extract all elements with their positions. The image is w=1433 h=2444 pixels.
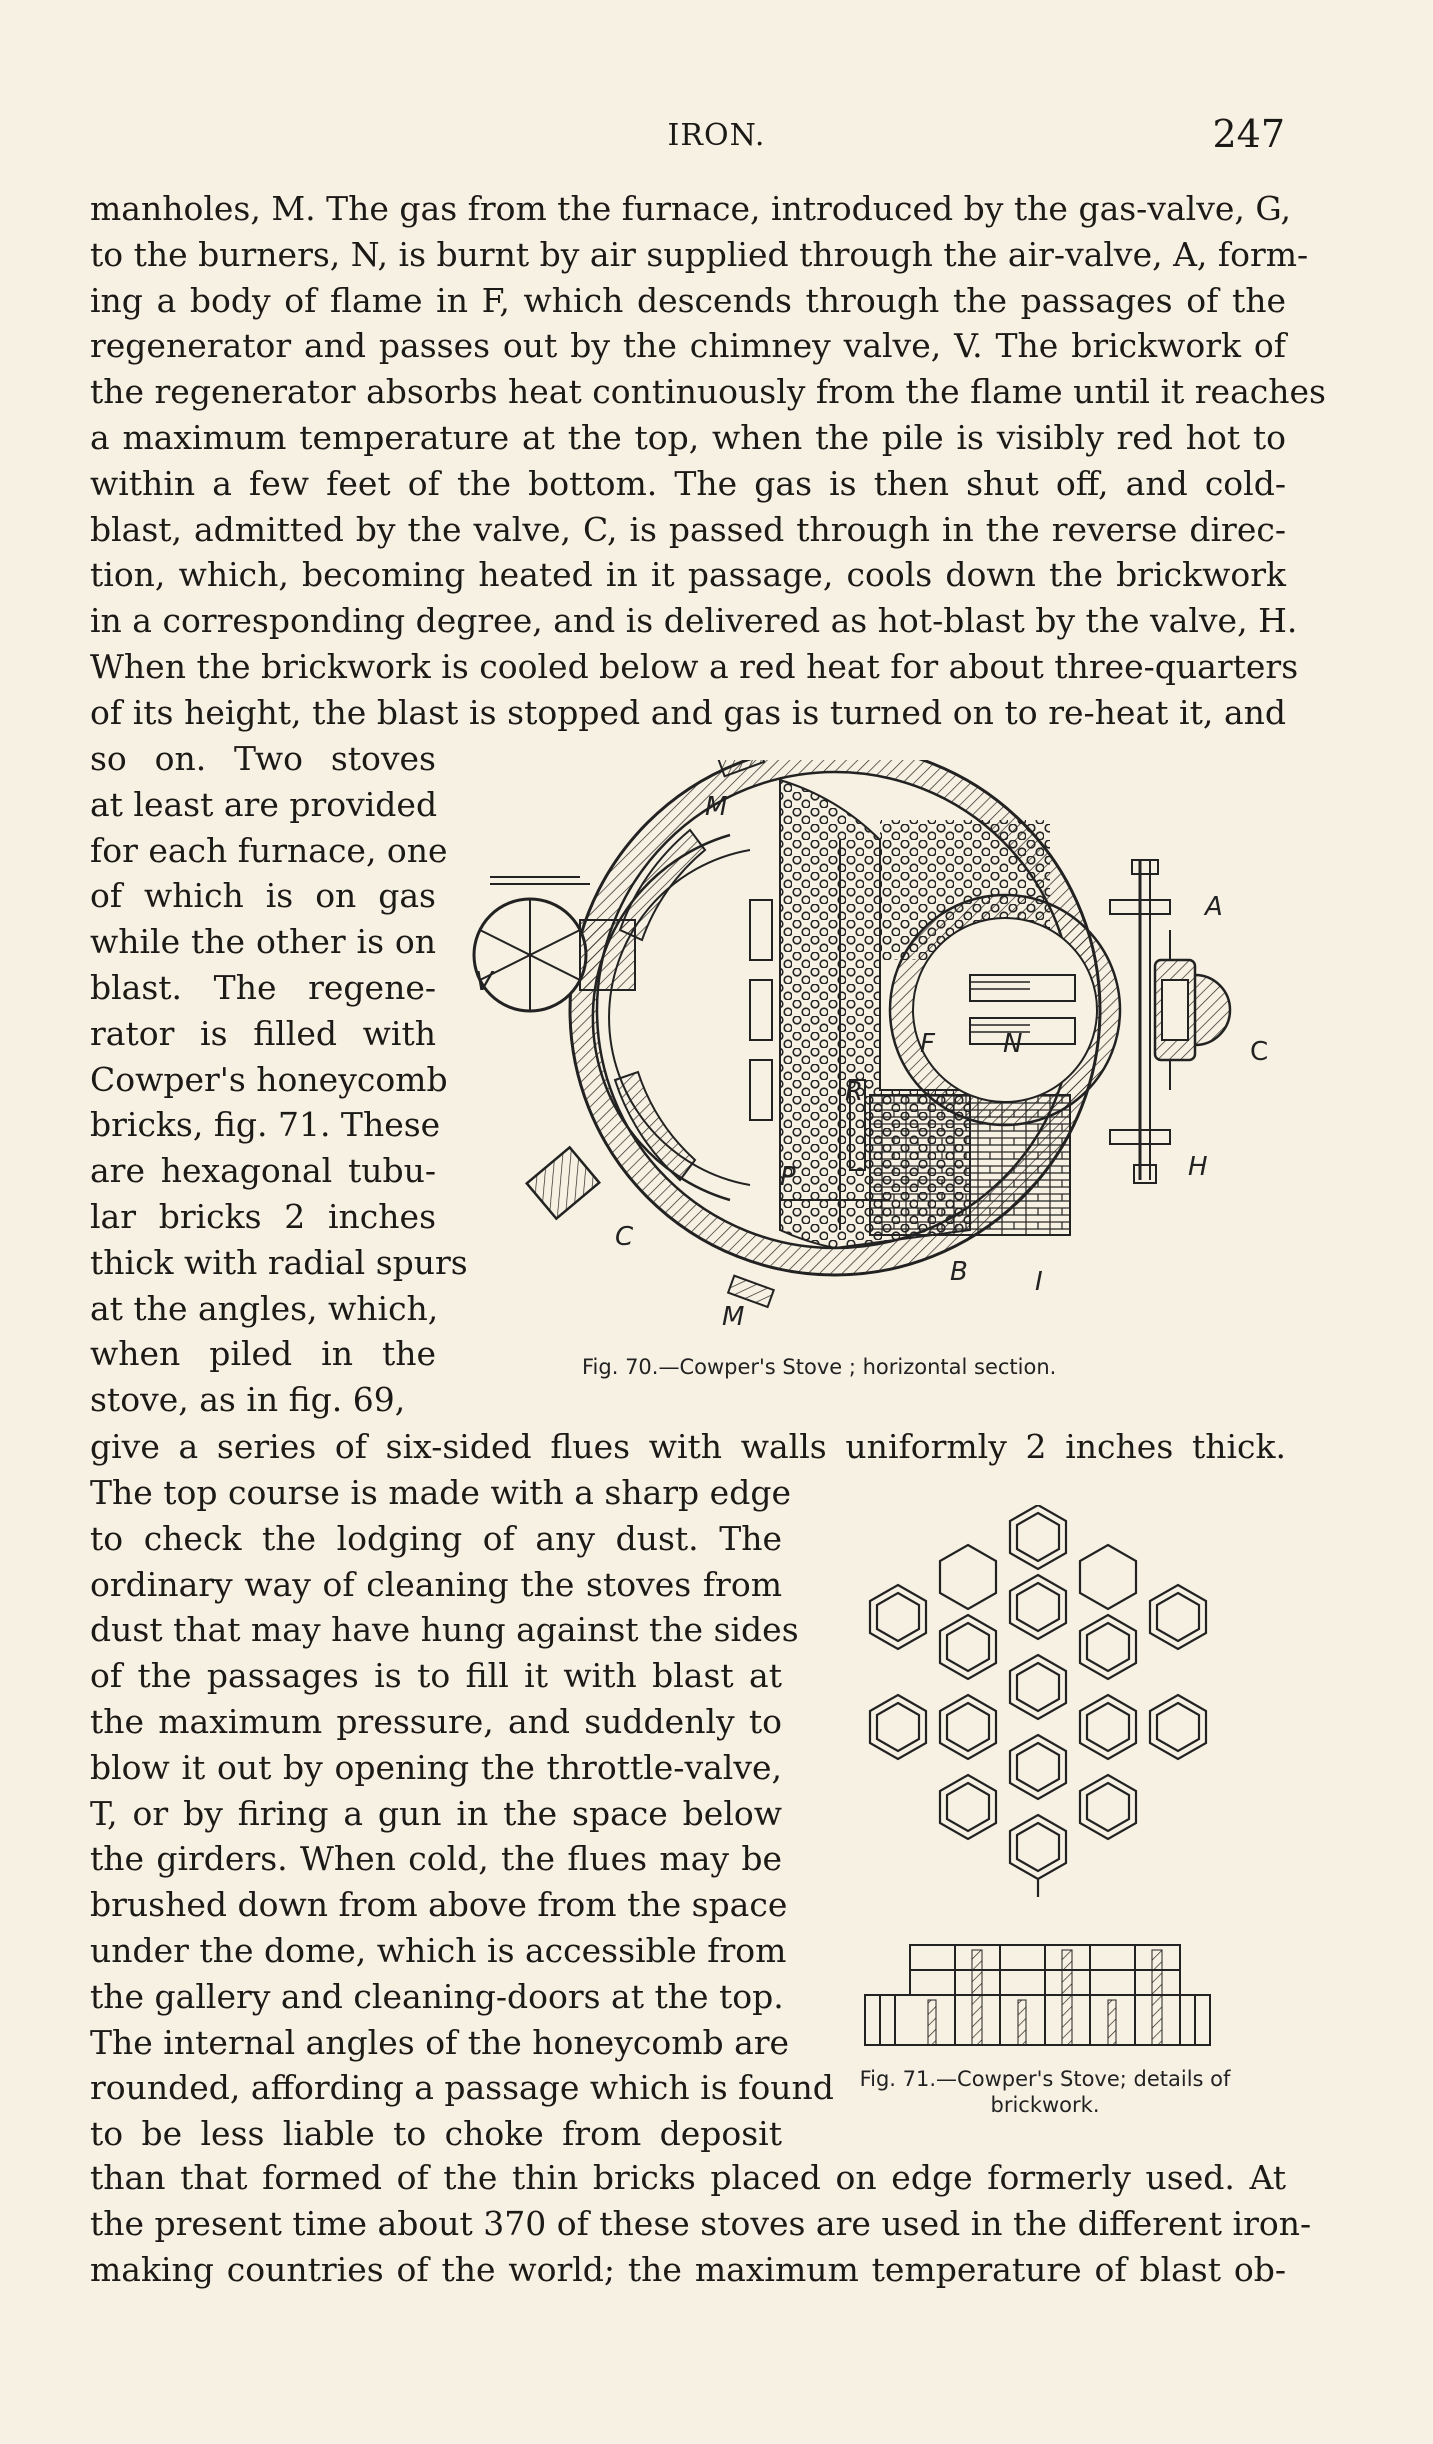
text-line: in a corresponding degree, and is delivered as hot-blast by the valve, H. (90, 601, 1298, 641)
text-line: When the brickwork is cooled below a red heat for about three-quarters (90, 646, 1299, 686)
text-line: manholes, M. The gas from the furnace, introduced by the gas-valve, G, (90, 189, 1292, 228)
text-line: while the other is on (90, 922, 436, 962)
text-line: the gallery and cleaning-doors at the top. (90, 1976, 784, 2016)
honeycomb-bricks (870, 1505, 1206, 1897)
text-line: within a few feet of the bottom. The gas is then shut off, and cold- (90, 463, 1286, 503)
label-h: H (1188, 1152, 1208, 1182)
text-line: rator is filled with (90, 1013, 436, 1053)
label-n: N (1003, 1029, 1023, 1059)
page-number: 247 (1212, 112, 1285, 156)
text-line: Cowper's honeycomb (90, 1059, 448, 1099)
text-line: to be less liable to choke from deposit (90, 2114, 782, 2154)
page-header (0, 112, 1433, 162)
text-line: of the passages is to fill it with blast at (90, 1656, 782, 1696)
paragraph-side-fig70 (90, 736, 468, 1423)
text-line: when piled in the (90, 1334, 436, 1374)
label-v: V (475, 967, 493, 997)
text-line: dust that may have hung against the sides (90, 1610, 799, 1650)
figure-71-drawing (860, 1505, 1220, 2065)
text-line: ordinary way of cleaning the stoves from (90, 1564, 782, 1604)
text-line: under the dome, which is accessible from (90, 1930, 787, 1970)
figure-70 (450, 760, 1300, 1340)
text-line: ing a body of flame in F, which descends through the passages of the (90, 280, 1286, 320)
text-line: are hexagonal tubu- (90, 1151, 436, 1191)
text-line: to the burners, N, is burnt by air supplied through the air-valve, A, form- (90, 234, 1309, 274)
figure-71-caption (810, 2066, 1280, 2118)
text-line: The internal angles of the honeycomb are (90, 2022, 790, 2062)
text-line: rounded, affording a passage which is found (90, 2068, 834, 2108)
text-line: so on. Two stoves (90, 739, 436, 778)
paragraph-mid (90, 1424, 1286, 1470)
text-line: blast. The regene- (90, 967, 436, 1007)
text-line: blow it out by opening the throttle-valve, (90, 1747, 782, 1787)
label-i: I (1035, 1267, 1043, 1297)
label-f: F (920, 1029, 935, 1059)
text-line: bricks, fig. 71. These (90, 1105, 441, 1145)
text-line: T, or by firing a gun in the space below (90, 1793, 782, 1833)
text-line: stove, as in fig. 69, (90, 1380, 406, 1420)
cold-blast-valve (527, 1147, 599, 1218)
text-line: the maximum pressure, and suddenly to (90, 1701, 782, 1741)
running-title: IRON. (667, 118, 766, 153)
text-line: The top course is made with a sharp edge (90, 1473, 791, 1512)
combustion-chamber (913, 918, 1097, 1102)
text-line: than that formed of the thin bricks placed on edge formerly used. At (90, 2158, 1286, 2197)
paragraph-side-fig71 (90, 1470, 834, 2157)
text-line: thick with radial spurs (90, 1242, 468, 1282)
text-line: for each furnace, one (90, 830, 448, 870)
text-line: a maximum temperature at the top, when the pile is visibly red hot to (90, 417, 1286, 457)
label-p: P (780, 1162, 796, 1192)
text-line: blast, admitted by the valve, C, is passed through in the reverse direc- (90, 509, 1286, 549)
figure-71-caption-line2: brickwork. (990, 2093, 1100, 2117)
text-line: to check the lodging of any dust. The (90, 1518, 782, 1558)
label-c-left: C (615, 1222, 634, 1252)
text-line: give a series of six-sided flues with walls uniformly 2 inches thick. (90, 1427, 1286, 1466)
label-m-bottom: M (722, 1302, 745, 1332)
text-line: at least are provided (90, 784, 438, 824)
text-line: lar bricks 2 inches (90, 1196, 436, 1236)
figure-70-caption: Fig. 70.—Cowper's Stove ; horizontal section. (582, 1355, 1057, 1379)
label-c-right: C (1250, 1037, 1269, 1067)
text-line: at the angles, which, (90, 1288, 439, 1328)
paragraph-bottom (90, 2155, 1312, 2292)
text-line: brushed down from above from the space (90, 1885, 788, 1925)
figure-71-caption-line1: Fig. 71.—Cowper's Stove; details of (859, 2067, 1231, 2091)
label-m-top: M (705, 792, 728, 822)
text-line: tion, which, becoming heated in it passage, cools down the brickwork (90, 555, 1286, 595)
text-line: making countries of the world; the maximum temperature of blast ob- (90, 2249, 1286, 2289)
figure-71 (860, 1505, 1220, 2065)
label-r: R (845, 1077, 864, 1107)
text-line: of which is on gas (90, 876, 436, 916)
text-line: the girders. When cold, the flues may be (90, 1839, 782, 1879)
text-line: the present time about 370 of these stoves are used in the different iron- (90, 2203, 1312, 2243)
figure-70-drawing (450, 760, 1300, 1340)
text-line: of its height, the blast is stopped and gas is turned on to re-heat it, and (90, 692, 1286, 732)
label-a: A (1205, 892, 1223, 922)
text-line: regenerator and passes out by the chimney valve, V. The brickwork of (90, 326, 1286, 366)
text-line: the regenerator absorbs heat continuously from the flame until it reaches (90, 372, 1326, 412)
paragraph-top (90, 186, 1326, 736)
label-b: B (950, 1257, 968, 1287)
